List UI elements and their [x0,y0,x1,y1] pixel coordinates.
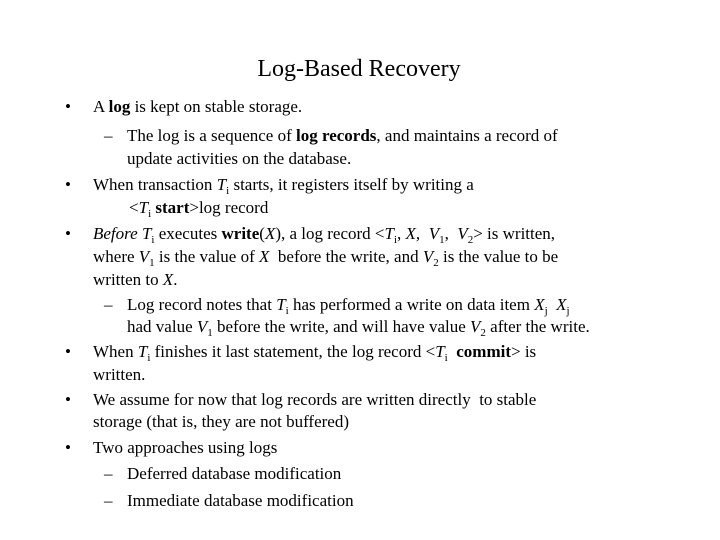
bullet-marker: • [65,97,71,116]
bullet-3-line-2: where $V_1$ is the value of X before the write, and $V_2$ is the value to be [93,247,559,269]
bullet-marker: • [65,175,71,194]
bullet-marker: • [65,342,71,361]
bullet-marker: • [65,438,71,457]
slide-title: Log-Based Recovery [257,56,461,82]
bullet-3-sub-line-1: Log record notes that $T_i$ has performed a write on data item $X_j$ $X_j$ [127,295,570,317]
bullet-2-line-1: When transaction $T_i$ starts, it registers itself by writing a [93,175,474,197]
bullet-5-line-1: We assume for now that log records are written directly to stable [93,390,537,409]
bullet-3-sub-line-2: had value $V_1$ before the write, and will have value $V_2$ after the write. [127,317,590,339]
bullet-3-line-1: Before $T_i$ executes write(X), a log record $<T_i$, X, $V_1$, $V_2>$ is written, [93,224,556,246]
bullet-4-line-2: written. [93,365,146,384]
bullet-1-sub-line-1: The log is a sequence of log records, and maintains a record of [127,126,558,145]
bullet-2-line-2: $<T_i$ start>log record [129,198,269,220]
bullet-1-sub-line-2: update activities on the database. [127,149,352,168]
bullet-5-line-2: storage (that is, they are not buffered) [93,412,350,431]
dash-marker: – [104,126,113,145]
bullet-6-line-1: Two approaches using logs [93,438,278,457]
dash-marker: – [104,491,113,510]
bullet-marker: • [65,390,71,409]
bullet-marker: • [65,224,71,243]
bullet-6-sub-1: Deferred database modification [127,464,342,483]
bullet-6-sub-2: Immediate database modification [127,491,354,510]
dash-marker: – [104,464,113,483]
bullet-3-line-3: written to X. [93,270,178,289]
bullet-1-text: A log is kept on stable storage. [93,97,303,116]
dash-marker: – [104,295,113,314]
bullet-4-line-1: When $T_i$ finishes it last statement, the log record $<T_i$ commit> is [93,342,537,364]
